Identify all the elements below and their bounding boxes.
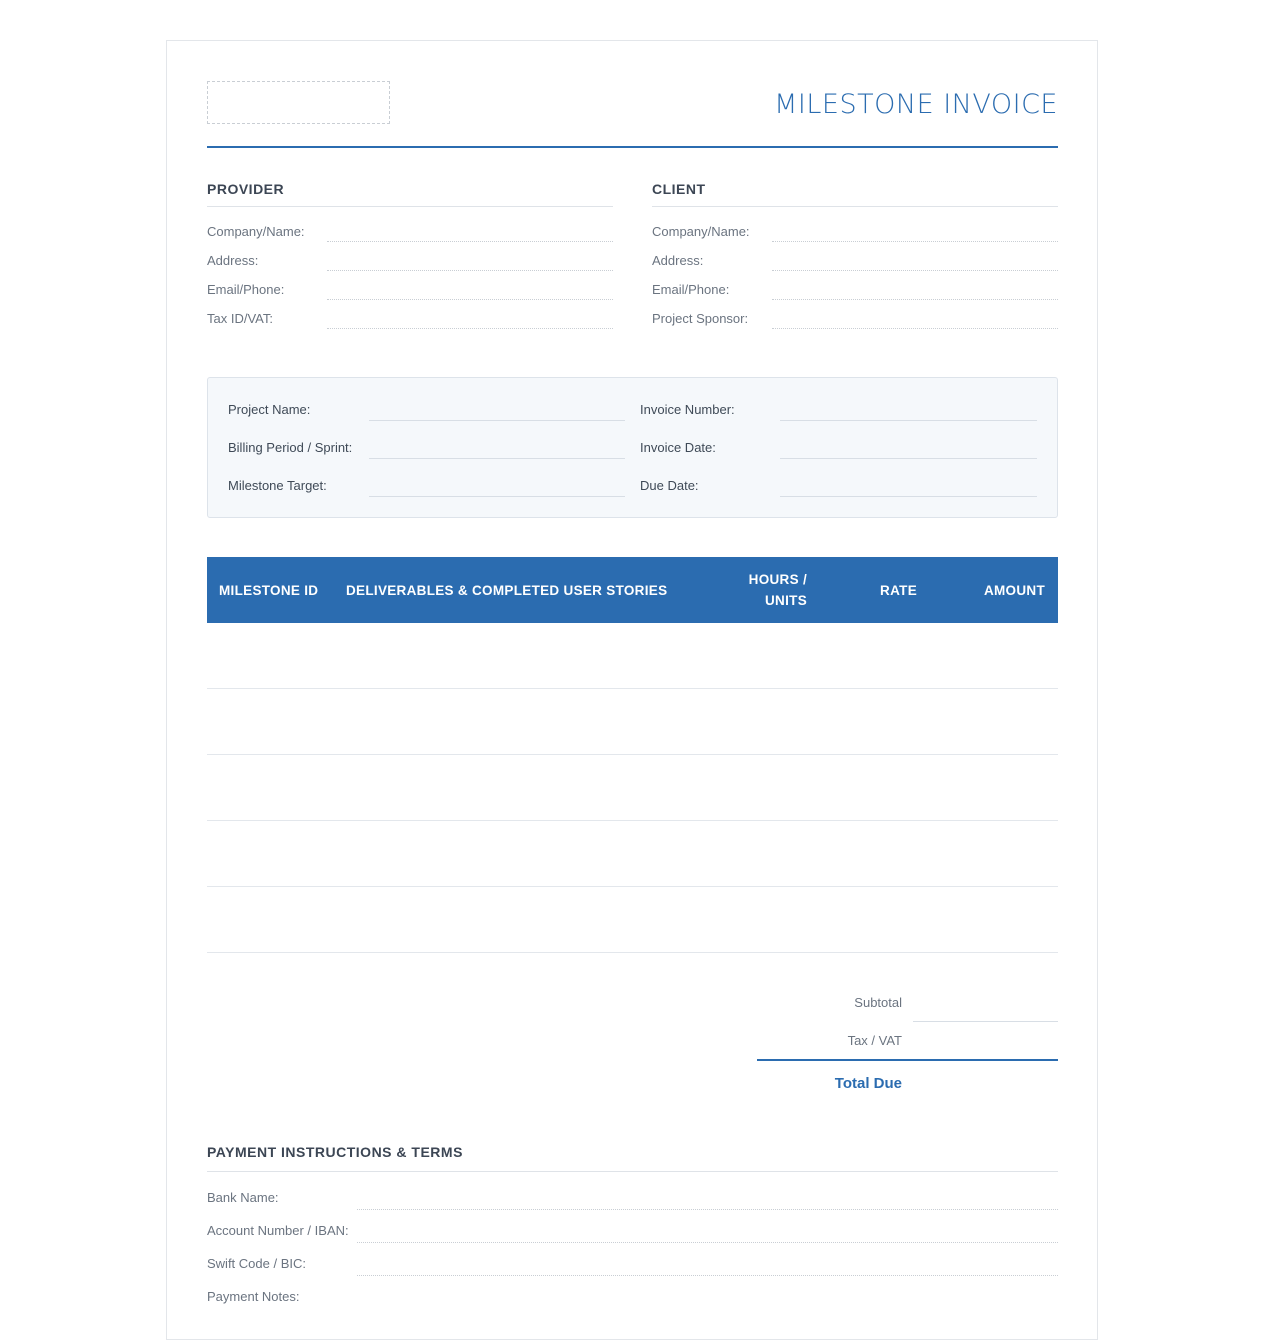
field-line[interactable] [327, 270, 613, 271]
provider-address-field[interactable] [207, 244, 613, 273]
subtotal-row[interactable] [757, 983, 1058, 1021]
logo-placeholder[interactable] [207, 81, 390, 124]
client-company-field[interactable] [652, 215, 1058, 244]
provider-heading: PROVIDER [207, 181, 613, 207]
provider-taxid-field[interactable] [207, 302, 613, 331]
field-line[interactable] [772, 270, 1058, 271]
field-label: Invoice Number: [640, 402, 735, 417]
field-label: Email/Phone: [652, 282, 730, 297]
field-line[interactable] [357, 1242, 1058, 1243]
client-heading: CLIENT [652, 181, 1058, 207]
line-items-header [207, 557, 1058, 623]
field-line[interactable] [780, 420, 1037, 421]
billing-period-field[interactable] [228, 428, 625, 466]
client-sponsor-field[interactable] [652, 302, 1058, 331]
client-email-field[interactable] [652, 273, 1058, 302]
field-label: Swift Code / BIC: [207, 1256, 306, 1271]
field-label: Address: [652, 253, 704, 268]
invoice-date-field[interactable] [640, 428, 1037, 466]
provider-company-field[interactable] [207, 215, 613, 244]
field-line[interactable] [780, 496, 1037, 497]
field-label: Bank Name: [207, 1190, 279, 1205]
field-line[interactable] [369, 420, 625, 421]
account-number-field[interactable] [207, 1211, 1058, 1244]
totals-section [757, 983, 1058, 1092]
project-details-left [228, 390, 625, 504]
invoice-number-field[interactable] [640, 390, 1037, 428]
field-line[interactable] [369, 458, 625, 459]
project-details-right [640, 390, 1037, 504]
field-label: Payment Notes: [207, 1289, 300, 1304]
table-row[interactable] [207, 755, 1058, 821]
field-label: Company/Name: [207, 224, 305, 239]
field-label: Invoice Date: [640, 440, 716, 455]
field-line[interactable] [327, 328, 613, 329]
field-line[interactable] [780, 458, 1037, 459]
tax-row[interactable] [757, 1021, 1058, 1059]
field-label: Tax ID/VAT: [207, 311, 273, 326]
field-label: Account Number / IBAN: [207, 1223, 349, 1238]
subtotal-label: Subtotal [854, 995, 902, 1010]
table-row[interactable] [207, 689, 1058, 755]
client-address-field[interactable] [652, 244, 1058, 273]
totals-divider [757, 1059, 1058, 1061]
line-items-body [207, 623, 1058, 953]
table-row[interactable] [207, 623, 1058, 689]
invoice-sheet [166, 40, 1098, 1340]
bank-name-field[interactable] [207, 1178, 1058, 1211]
payment-section [207, 1144, 1058, 1310]
field-line[interactable] [327, 241, 613, 242]
field-label: Due Date: [640, 478, 699, 493]
column-hours-line1: HOURS / [748, 572, 807, 587]
field-line[interactable] [369, 496, 625, 497]
total-due-label: Total Due [834, 1075, 902, 1092]
payment-heading: PAYMENT INSTRUCTIONS & TERMS [207, 1144, 1058, 1172]
field-label: Address: [207, 253, 259, 268]
table-row[interactable] [207, 887, 1058, 953]
tax-label: Tax / VAT [847, 1033, 902, 1048]
field-label: Company/Name: [652, 224, 750, 239]
provider-section [207, 181, 613, 331]
field-line[interactable] [357, 1275, 1058, 1276]
table-row[interactable] [207, 821, 1058, 887]
field-label: Billing Period / Sprint: [228, 440, 353, 455]
milestone-target-field[interactable] [228, 466, 625, 504]
column-rate: RATE [880, 582, 917, 598]
column-deliverables: DELIVERABLES & COMPLETED USER STORIES [346, 582, 668, 598]
project-details-box [207, 377, 1058, 518]
client-section [652, 181, 1058, 331]
field-line[interactable] [327, 299, 613, 300]
project-name-field[interactable] [228, 390, 625, 428]
field-label: Project Name: [228, 402, 311, 417]
field-label: Email/Phone: [207, 282, 285, 297]
field-line[interactable] [772, 328, 1058, 329]
column-milestone-id: MILESTONE ID [219, 582, 319, 598]
payment-notes-field[interactable] [207, 1277, 1058, 1310]
invoice-title: MILESTONE INVOICE [774, 89, 1058, 120]
column-hours-line2: UNITS [765, 593, 807, 608]
field-label: Project Sponsor: [652, 311, 749, 326]
field-line[interactable] [772, 241, 1058, 242]
field-line[interactable] [772, 299, 1058, 300]
title-divider [207, 146, 1058, 148]
column-amount: AMOUNT [983, 582, 1045, 598]
column-hours-units [727, 557, 807, 623]
field-line[interactable] [357, 1209, 1058, 1210]
field-label: Milestone Target: [228, 478, 327, 493]
swift-code-field[interactable] [207, 1244, 1058, 1277]
due-date-field[interactable] [640, 466, 1037, 504]
provider-email-field[interactable] [207, 273, 613, 302]
